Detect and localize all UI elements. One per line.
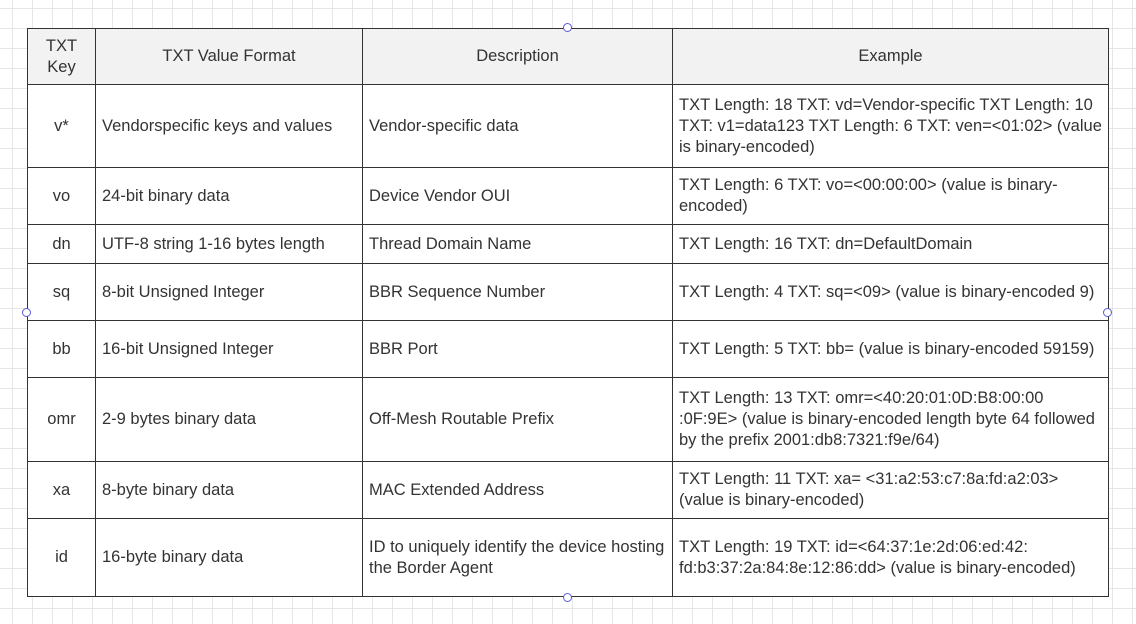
resize-handle-left[interactable]: [22, 308, 31, 317]
table-row: [28, 85, 1109, 168]
table-row: [28, 378, 1109, 462]
cell-description[interactable]: BBR Sequence Number: [363, 264, 673, 321]
cell-description[interactable]: Vendor-specific data: [363, 85, 673, 168]
header-txt-key[interactable]: TXT Key: [28, 29, 96, 85]
cell-example[interactable]: TXT Length: 6 TXT: vo=<00:00:00> (value is binary-encoded): [673, 168, 1109, 225]
resize-handle-bottom[interactable]: [563, 593, 572, 602]
table-row: [28, 519, 1109, 597]
cell-key[interactable]: sq: [28, 264, 96, 321]
cell-example[interactable]: TXT Length: 16 TXT: dn=DefaultDomain: [673, 225, 1109, 264]
cell-description[interactable]: Device Vendor OUI: [363, 168, 673, 225]
cell-format[interactable]: 24-bit binary data: [96, 168, 363, 225]
cell-format[interactable]: 16-byte binary data: [96, 519, 363, 597]
header-description[interactable]: Description: [363, 29, 673, 85]
cell-example[interactable]: TXT Length: 18 TXT: vd=Vendor-specific TXT Length: 10 TXT: v1=data123 TXT Length: 6 TXT: ven=<01:02> (value is binary-encoded): [673, 85, 1109, 168]
cell-key[interactable]: xa: [28, 462, 96, 519]
cell-example[interactable]: TXT Length: 4 TXT: sq=<09> (value is binary-encoded 9): [673, 264, 1109, 321]
txt-records-table[interactable]: [27, 28, 1109, 597]
table-row: [28, 168, 1109, 225]
table-row: [28, 462, 1109, 519]
cell-example[interactable]: TXT Length: 19 TXT: id=<64:37:1e:2d:06:ed:42: fd:b3:37:2a:84:8e:12:86:dd> (value is binary-encoded): [673, 519, 1109, 597]
cell-key[interactable]: id: [28, 519, 96, 597]
cell-format[interactable]: 2-9 bytes binary data: [96, 378, 363, 462]
cell-key[interactable]: dn: [28, 225, 96, 264]
cell-description[interactable]: BBR Port: [363, 321, 673, 378]
header-example[interactable]: Example: [673, 29, 1109, 85]
cell-format[interactable]: 8-byte binary data: [96, 462, 363, 519]
cell-format[interactable]: UTF-8 string 1-16 bytes length: [96, 225, 363, 264]
cell-example[interactable]: TXT Length: 11 TXT: xa= <31:a2:53:c7:8a:fd:a2:03> (value is binary-encoded): [673, 462, 1109, 519]
cell-format[interactable]: 16-bit Unsigned Integer: [96, 321, 363, 378]
cell-description[interactable]: Thread Domain Name: [363, 225, 673, 264]
cell-example[interactable]: TXT Length: 13 TXT: omr=<40:20:01:0D:B8:00:00 :0F:9E> (value is binary-encoded length byte 64 followed by the prefix 2001:db8:7321:f9e/64): [673, 378, 1109, 462]
cell-description[interactable]: MAC Extended Address: [363, 462, 673, 519]
table-header-row: [28, 29, 1109, 85]
resize-handle-top[interactable]: [563, 23, 572, 32]
cell-description[interactable]: Off-Mesh Routable Prefix: [363, 378, 673, 462]
cell-format[interactable]: Vendorspecific keys and values: [96, 85, 363, 168]
cell-example[interactable]: TXT Length: 5 TXT: bb= (value is binary-encoded 59159): [673, 321, 1109, 378]
cell-description[interactable]: ID to uniquely identify the device hosting the Border Agent: [363, 519, 673, 597]
cell-key[interactable]: v*: [28, 85, 96, 168]
header-txt-value-format[interactable]: TXT Value Format: [96, 29, 363, 85]
table-row: [28, 225, 1109, 264]
table-row: [28, 264, 1109, 321]
cell-format[interactable]: 8-bit Unsigned Integer: [96, 264, 363, 321]
resize-handle-right[interactable]: [1103, 308, 1112, 317]
cell-key[interactable]: bb: [28, 321, 96, 378]
cell-key[interactable]: omr: [28, 378, 96, 462]
cell-key[interactable]: vo: [28, 168, 96, 225]
table-row: [28, 321, 1109, 378]
